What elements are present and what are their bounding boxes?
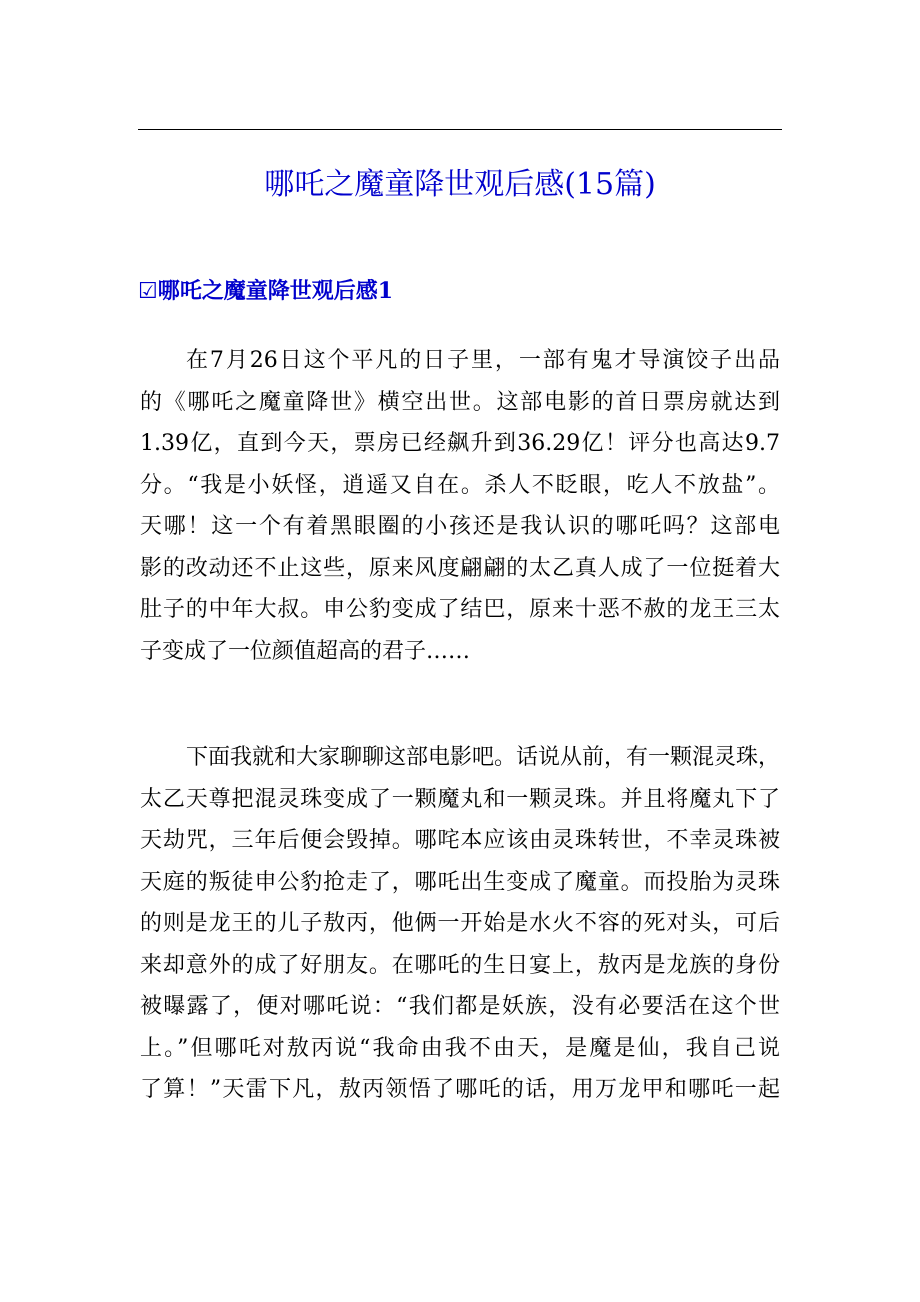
paragraph-line: 肚子的中年大叔。申公豹变成了结巴，原来十恶不赦的龙王三太 — [140, 597, 780, 622]
paragraph-line: 的《哪吒之魔童降世》横空出世。这部电影的首日票房就达到 — [140, 389, 780, 415]
paragraph-line: 被曝露了，便对哪吒说：“我们都是妖族，没有必要活在这个世 — [140, 994, 780, 1019]
paragraph-line: 1.39亿，直到今天，票房已经飙升到36.29亿！评分也高达9.7 — [140, 431, 780, 456]
paragraph-2 — [140, 737, 780, 1111]
paragraph-line: 天庭的叛徒申公豹抢走了，哪吒出生变成了魔童。而投胎为灵珠 — [140, 869, 780, 895]
paragraph-line: 天劫咒，三年后便会毁掉。哪咤本应该由灵珠转世，不幸灵珠被 — [140, 828, 780, 853]
header-rule — [138, 129, 782, 130]
paragraph-line: 分。“我是小妖怪，逍遥又自在。杀人不眨眼，吃人不放盐”。 — [140, 472, 780, 498]
paragraph-line: 上。”但哪吒对敖丙说“我命由我不由天，是魔是仙，我自己说 — [140, 1035, 780, 1061]
document-title: 哪吒之魔童降世观后感(15篇) — [264, 167, 656, 202]
paragraph-line: 在7月26日这个平凡的日子里，一部有鬼才导演饺子出品 — [186, 348, 780, 373]
paragraph-line: 来却意外的成了好朋友。在哪吒的生日宴上，敖丙是龙族的身份 — [140, 952, 780, 978]
paragraph-line: 了算！”天雷下凡，敖丙领悟了哪吒的话，用万龙甲和哪吒一起 — [140, 1077, 780, 1102]
paragraph-line: 太乙天尊把混灵珠变成了一颗魔丸和一颗灵珠。并且将魔丸下了 — [140, 786, 780, 812]
section-heading — [138, 275, 393, 308]
paragraph-line: 的则是龙王的儿子敖丙，他俩一开始是水火不容的死对头，可后 — [140, 911, 780, 936]
paragraph-line: 子变成了一位颜值超高的君子…… — [140, 638, 471, 664]
checkbox-checked-icon: ☑ — [138, 279, 158, 304]
paragraph-line: 天哪！这一个有着黑眼圈的小孩还是我认识的哪吒吗？这部电 — [140, 514, 780, 539]
paragraph-line: 下面我就和大家聊聊这部电影吧。话说从前，有一颗混灵珠， — [186, 745, 780, 770]
paragraph-1 — [140, 340, 780, 672]
paragraph-line: 影的改动还不止这些，原来风度翩翩的太乙真人成了一位挺着大 — [140, 555, 780, 581]
section-heading-text: 哪吒之魔童降世观后感1 — [157, 278, 394, 304]
